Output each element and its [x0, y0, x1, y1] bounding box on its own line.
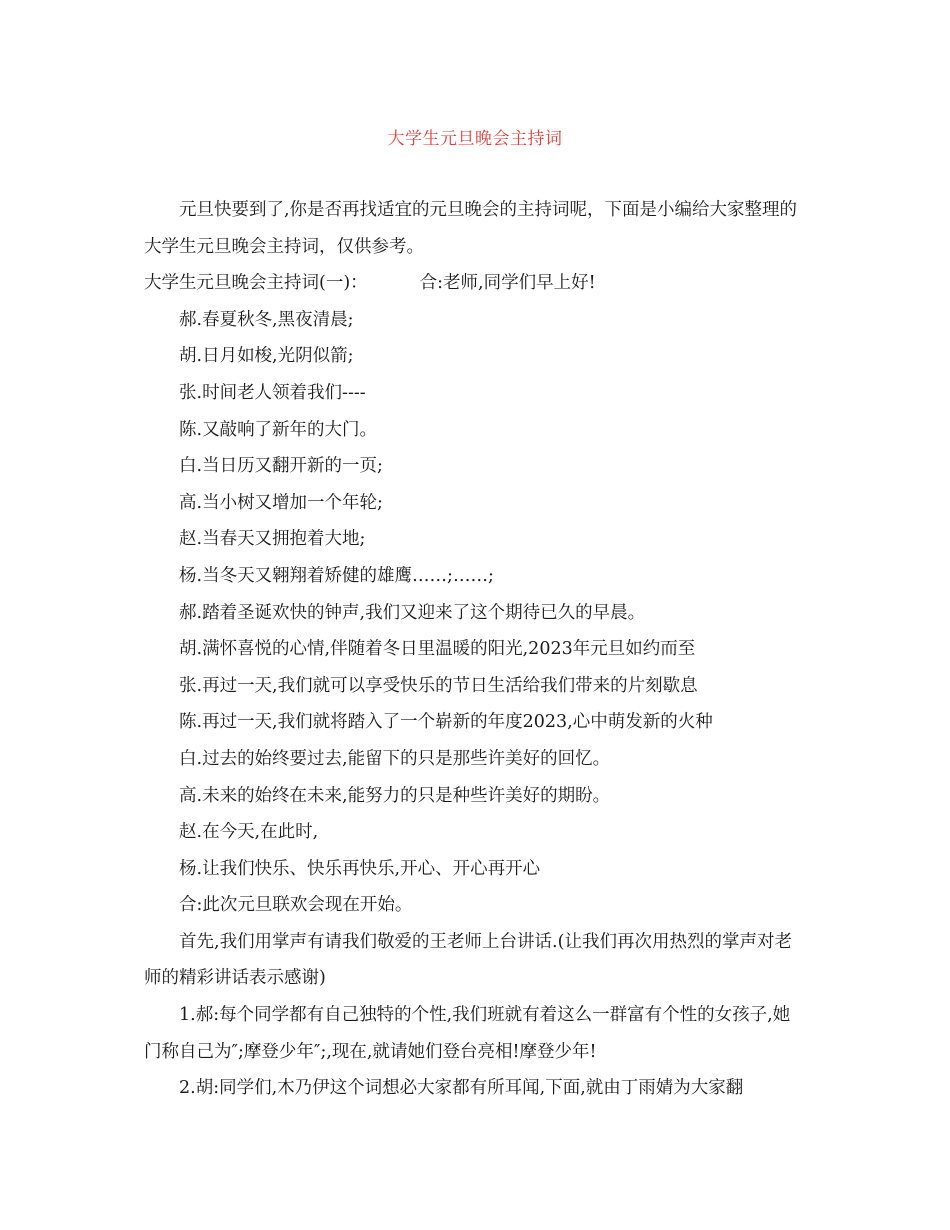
script-line: 张.再过一天,我们就可以享受快乐的节日生活给我们带来的片刻歇息	[179, 675, 698, 696]
script-line: 陈.再过一天,我们就将踏入了一个崭新的年度2023,心中萌发新的火种	[179, 712, 713, 733]
section-heading: 大学生元旦晚会主持词(一)：	[144, 273, 368, 294]
script-line: 合:此次元旦联欢会现在开始。	[179, 895, 413, 916]
script-line: 郝.春夏秋冬,黑夜清晨;	[179, 309, 354, 330]
script-line: 张.时间老人领着我们----	[179, 382, 366, 403]
section-first-line: 合:老师,同学们早上好!	[419, 273, 596, 294]
script-paragraph: 首先,我们用掌声有请我们敬爱的王老师上台讲话.(让我们再次用热烈的掌声对老师的精彩讲话表示感谢)	[144, 931, 792, 989]
script-line: 白.过去的始终要过去,能留下的只是那些许美好的回忆。	[179, 748, 611, 769]
intro-paragraph: 元旦快要到了,你是否再找适宜的元旦晚会的主持词呢，下面是小编给大家整理的大学生元旦晚会主持词，仅供参考。	[144, 200, 798, 257]
script-line: 杨.让我们快乐、快乐再快乐,开心、开心再开心	[179, 858, 541, 879]
script-line: 郝.踏着圣诞欢快的钟声,我们又迎来了这个期待已久的早晨。	[179, 602, 646, 623]
script-line: 赵.当春天又拥抱着大地;	[179, 529, 366, 550]
script-line: 赵.在今天,在此时,	[179, 822, 319, 843]
script-line: 胡.满怀喜悦的心情,伴随着冬日里温暖的阳光,2023年元旦如约而至	[179, 639, 696, 660]
section-heading-line	[144, 265, 806, 302]
script-line: 白.当日历又翻开新的一页;	[179, 456, 383, 477]
script-line: 高.未来的始终在未来,能努力的只是种些许美好的期盼。	[179, 785, 611, 806]
document-body	[144, 192, 806, 1107]
document-title: 大学生元旦晚会主持词	[387, 129, 563, 149]
script-paragraph: 2.胡:同学们,木乃伊这个词想必大家都有所耳闻,下面,就由丁雨婧为大家翻	[179, 1078, 744, 1099]
script-line: 高.当小树又增加一个年轮;	[179, 492, 383, 513]
script-line: 胡.日月如梭,光阴似箭;	[179, 346, 354, 367]
script-line: 杨.当冬天又翱翔着矫健的雄鹰……;……;	[179, 565, 494, 586]
script-line: 陈.又敲响了新年的大门。	[179, 419, 378, 440]
script-paragraph: 1.郝:每个同学都有自己独特的个性,我们班就有着这么一群富有个性的女孩子,她门称自己为″;摩登少年″;,现在,就请她们登台亮相!摩登少年!	[144, 1005, 791, 1062]
